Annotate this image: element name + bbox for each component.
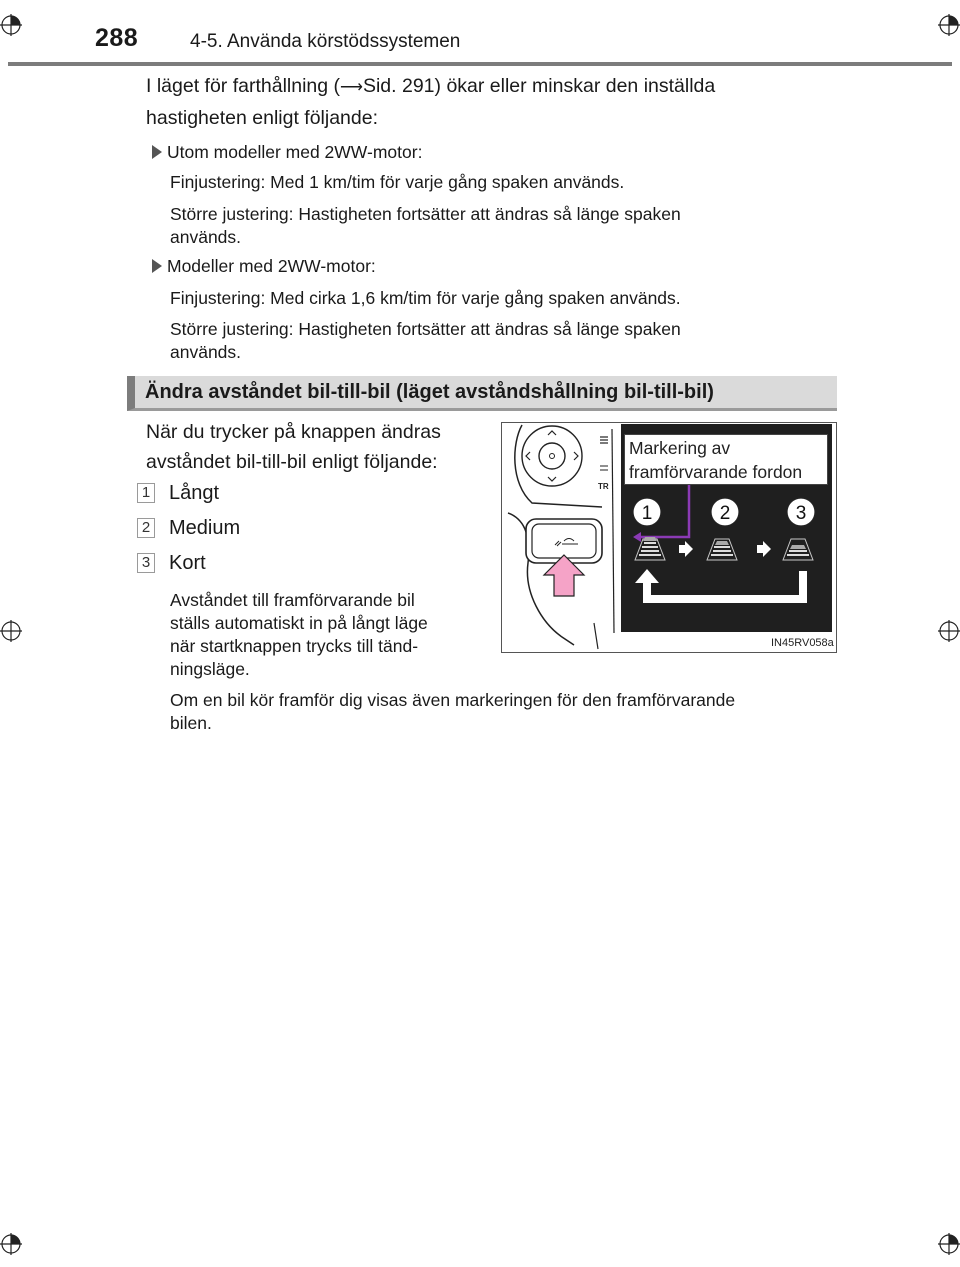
triangle-bullet-icon (152, 145, 162, 159)
figure-code: IN45RV058a (771, 637, 834, 649)
return-loop-arrow-icon (635, 569, 807, 603)
list-item-short: Kort (169, 552, 206, 574)
registration-mark-icon (0, 1233, 22, 1255)
arrow-right-icon: ⟶ (340, 79, 363, 96)
svg-text:2: 2 (719, 503, 731, 524)
section-lead-line-1: När du trycker på knappen ändras (146, 421, 441, 443)
list-item-long: Långt (169, 482, 220, 504)
page-reference-link[interactable]: Sid. 291 (362, 75, 435, 97)
large-adjust-text: Större justering: Hastigheten fortsätter att ändras så länge spaken (170, 204, 681, 224)
page-number: 288 (95, 24, 139, 52)
section-heading: Ändra avståndet bil-till-bil (läget avståndshållning bil-till-bil) (145, 381, 714, 403)
lane-icon (600, 437, 608, 443)
circle-number-1-icon (633, 498, 661, 526)
header-rule (8, 62, 952, 66)
circle-number-3-icon (787, 498, 815, 526)
registration-mark-icon (0, 620, 22, 642)
distance-short-icon (783, 539, 813, 560)
model-heading-text: Utom modeller med 2WW-motor: (167, 142, 423, 162)
direction-pad-icon (522, 426, 582, 486)
intro-line-1 (146, 70, 830, 102)
note-line: ställs automatiskt in på långt läge (170, 613, 428, 633)
distance-display-illustration (621, 485, 832, 632)
number-1-icon: 1 (137, 483, 155, 503)
steering-switch-illustration (502, 423, 620, 651)
large-adjust-text-cont: används. (170, 227, 242, 247)
large-adjust-text: Större justering: Hastigheten fortsätter att ändras så länge spaken (170, 319, 681, 339)
extra-note-line: Om en bil kör framför dig visas även markeringen för den framförvarande (170, 690, 736, 710)
intro-line-2: hastigheten enligt följande: (146, 107, 379, 129)
svg-text:1: 1 (641, 503, 653, 524)
intro-text: I läget för farthållning ( (146, 75, 341, 97)
arrow-right-icon (679, 541, 693, 557)
list-item-medium: Medium (169, 517, 241, 539)
tr-label: TR (598, 482, 609, 491)
fine-adjust-text: Finjustering: Med 1 km/tim för varje gång spaken används. (170, 172, 625, 192)
registration-mark-icon (938, 14, 960, 36)
callout-line-2: framförvarande fordon (629, 462, 803, 482)
note-line: när startknappen trycks till tänd- (170, 636, 419, 656)
large-adjust-text-cont: används. (170, 342, 242, 362)
distance-medium-icon (707, 539, 737, 560)
callout-line-1: Markering av (629, 438, 731, 458)
circle-number-2-icon (711, 498, 739, 526)
model-heading (152, 142, 422, 163)
registration-mark-icon (938, 620, 960, 642)
registration-mark-icon (0, 14, 22, 36)
model-heading-text: Modeller med 2WW-motor: (167, 256, 376, 276)
intro-text: ) ökar eller minskar den inställda (434, 75, 716, 97)
registration-mark-icon (938, 1233, 960, 1255)
number-2-icon: 2 (137, 518, 155, 538)
extra-note-line: bilen. (170, 713, 212, 733)
model-heading (152, 256, 376, 277)
note-line: ningsläge. (170, 659, 250, 679)
arrow-right-icon (757, 541, 771, 557)
svg-text:3: 3 (795, 503, 807, 524)
note-line: Avståndet till framförvarande bil (170, 590, 415, 610)
number-3-icon: 3 (137, 553, 155, 573)
callout-box (624, 434, 828, 485)
section-lead-line-2: avståndet bil-till-bil enligt följande: (146, 451, 438, 473)
triangle-bullet-icon (152, 259, 162, 273)
fine-adjust-text: Finjustering: Med cirka 1,6 km/tim för varje gång spaken används. (170, 288, 681, 308)
chapter-title: 4-5. Använda körstödssystemen (190, 31, 461, 52)
